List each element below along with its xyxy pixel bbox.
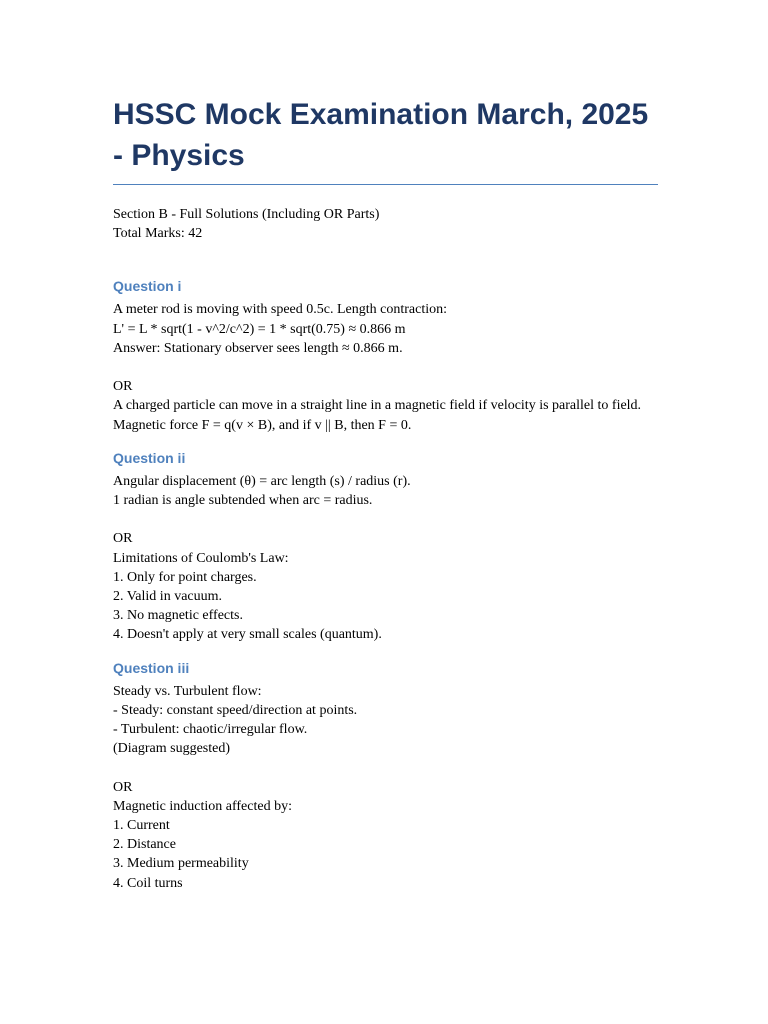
question-section-1 [113,277,658,434]
spacer [113,358,658,377]
or-answer-line: Magnetic induction affected by: [113,798,292,814]
answer-line: A meter rod is moving with speed 0.5c. Length contraction: [113,302,447,318]
question-heading: Question iii [113,659,190,676]
section-line: Section B - Full Solutions (Including OR Parts) [113,207,380,222]
question-section-3 [113,659,658,893]
or-answer-line: Magnetic force F = q(v × B), and if v || B, then F = 0. [113,417,412,433]
answer-line: Steady vs. Turbulent flow: [113,683,262,699]
or-answer-line: Limitations of Coulomb's Law: [113,550,289,566]
or-answer-line: 4. Doesn't apply at very small scales (quantum). [113,627,382,643]
or-answer-line: 3. No magnetic effects. [113,608,243,624]
spacer [113,510,658,529]
answer-line: Angular displacement (θ) = arc length (s) / radius (r). [113,473,411,489]
answer-line: - Turbulent: chaotic/irregular flow. [113,722,308,738]
document-page [113,94,658,893]
or-answer-line: A charged particle can move in a straight line in a magnetic field if velocity is parallel to field. [113,398,642,414]
or-answer-line: 4. Coil turns [113,875,183,891]
answer-line: (Diagram suggested) [113,741,231,757]
document-meta [113,205,658,243]
or-label: OR [113,779,133,795]
or-answer-line: 1. Only for point charges. [113,569,257,585]
answer-line: Answer: Stationary observer sees length ≈ 0.866 m. [113,340,403,356]
or-answer-line: 1. Current [113,818,170,834]
or-answer-line: 2. Valid in vacuum. [113,589,223,605]
question-section-2 [113,449,658,645]
question-heading: Question i [113,278,182,295]
or-label: OR [113,531,133,547]
or-label: OR [113,379,133,395]
answer-line: - Steady: constant speed/direction at points. [113,702,358,718]
spacer [113,758,658,777]
answer-line: L' = L * sqrt(1 - v^2/c^2) = 1 * sqrt(0.75) ≈ 0.866 m [113,321,406,337]
question-heading: Question ii [113,449,186,466]
answer-line: 1 radian is angle subtended when arc = radius. [113,493,373,509]
total-marks-line: Total Marks: 42 [113,226,203,242]
or-answer-line: 2. Distance [113,837,176,853]
document-title: HSSC Mock Examination March, 2025 - Physics [113,94,658,185]
or-answer-line: 3. Medium permeability [113,856,249,872]
